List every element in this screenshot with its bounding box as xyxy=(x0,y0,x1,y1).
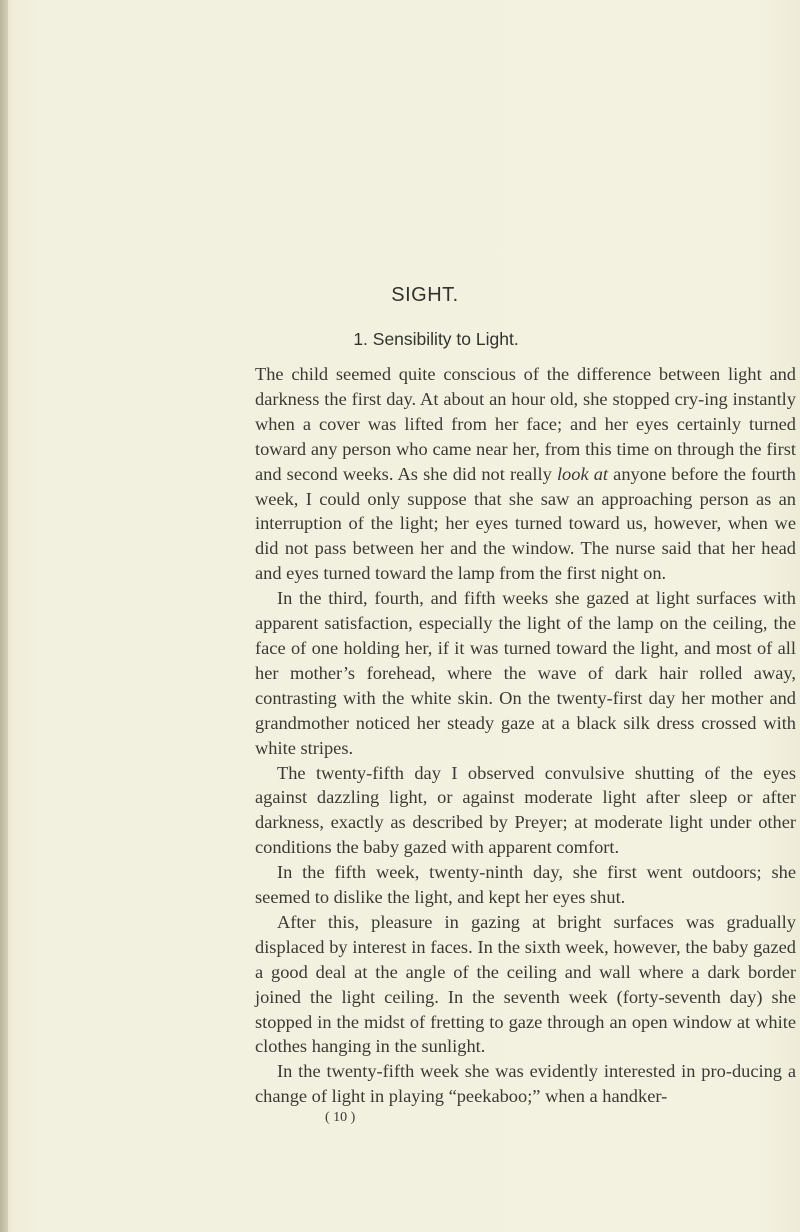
paragraph-3: The twenty-fifth day I observed convulsive shutting of the eyes against dazzling light, or against moderate light after sleep or after darkness, exactly as described by Preyer; at moderate light under other conditions the baby gazed with apparent comfort. xyxy=(255,762,796,858)
subsection-heading: 1. Sensibility to Light. xyxy=(353,329,519,349)
paragraph-4: In the fifth week, twenty-ninth day, she first went outdoors; she seemed to dislike the light, and kept her eyes shut. xyxy=(255,862,796,908)
paragraph-6: In the twenty-fifth week she was evidently interested in pro-ducing a change of light in playing “peekaboo;” when a handker- xyxy=(255,1061,796,1107)
paragraph-1 xyxy=(255,362,796,586)
paragraph-1-before: The child seemed quite conscious of the difference between light and darkness the first day. At about an hour old, she stopped cry-ing instantly when a cover was lifted from her face; and her eyes certainly turned toward any person who came near her, from this time on through the first and second weeks. As she did not really xyxy=(255,364,796,484)
page-binding-edge xyxy=(0,0,8,1232)
body-text xyxy=(255,362,796,1109)
paragraph-1-emphasis: look at xyxy=(556,463,609,484)
section-heading: SIGHT. xyxy=(391,284,459,306)
paragraph-5: After this, pleasure in gazing at bright surfaces was gradually displaced by interest in faces. In the sixth week, however, the baby gazed a good deal at the angle of the ceiling and wall where a dark border joined the light ceiling. In the seventh week (forty-seventh day) she stopped in the midst of fretting to gaze through an open window at white clothes hanging in the sunlight. xyxy=(255,911,796,1057)
paragraph-2: In the third, fourth, and fifth weeks she gazed at light surfaces with apparent satisfaction, especially the light of the lamp on the ceiling, the face of one holding her, if it was turned toward the light, and most of all her mother’s forehead, where the wave of dark hair rolled away, contrasting with the white skin. On the twenty-first day her mother and grandmother noticed her steady gaze at a black silk dress crossed with white stripes. xyxy=(255,588,796,758)
page-number: ( 10 ) xyxy=(325,1110,356,1125)
paragraph-1-after: anyone before the fourth week, I could only suppose that she saw an approaching person as an interruption of the light; her eyes turned toward us, however, when we did not pass between her and the window. The nurse said that her head and eyes turned toward the lamp from the first night on. xyxy=(255,463,796,584)
